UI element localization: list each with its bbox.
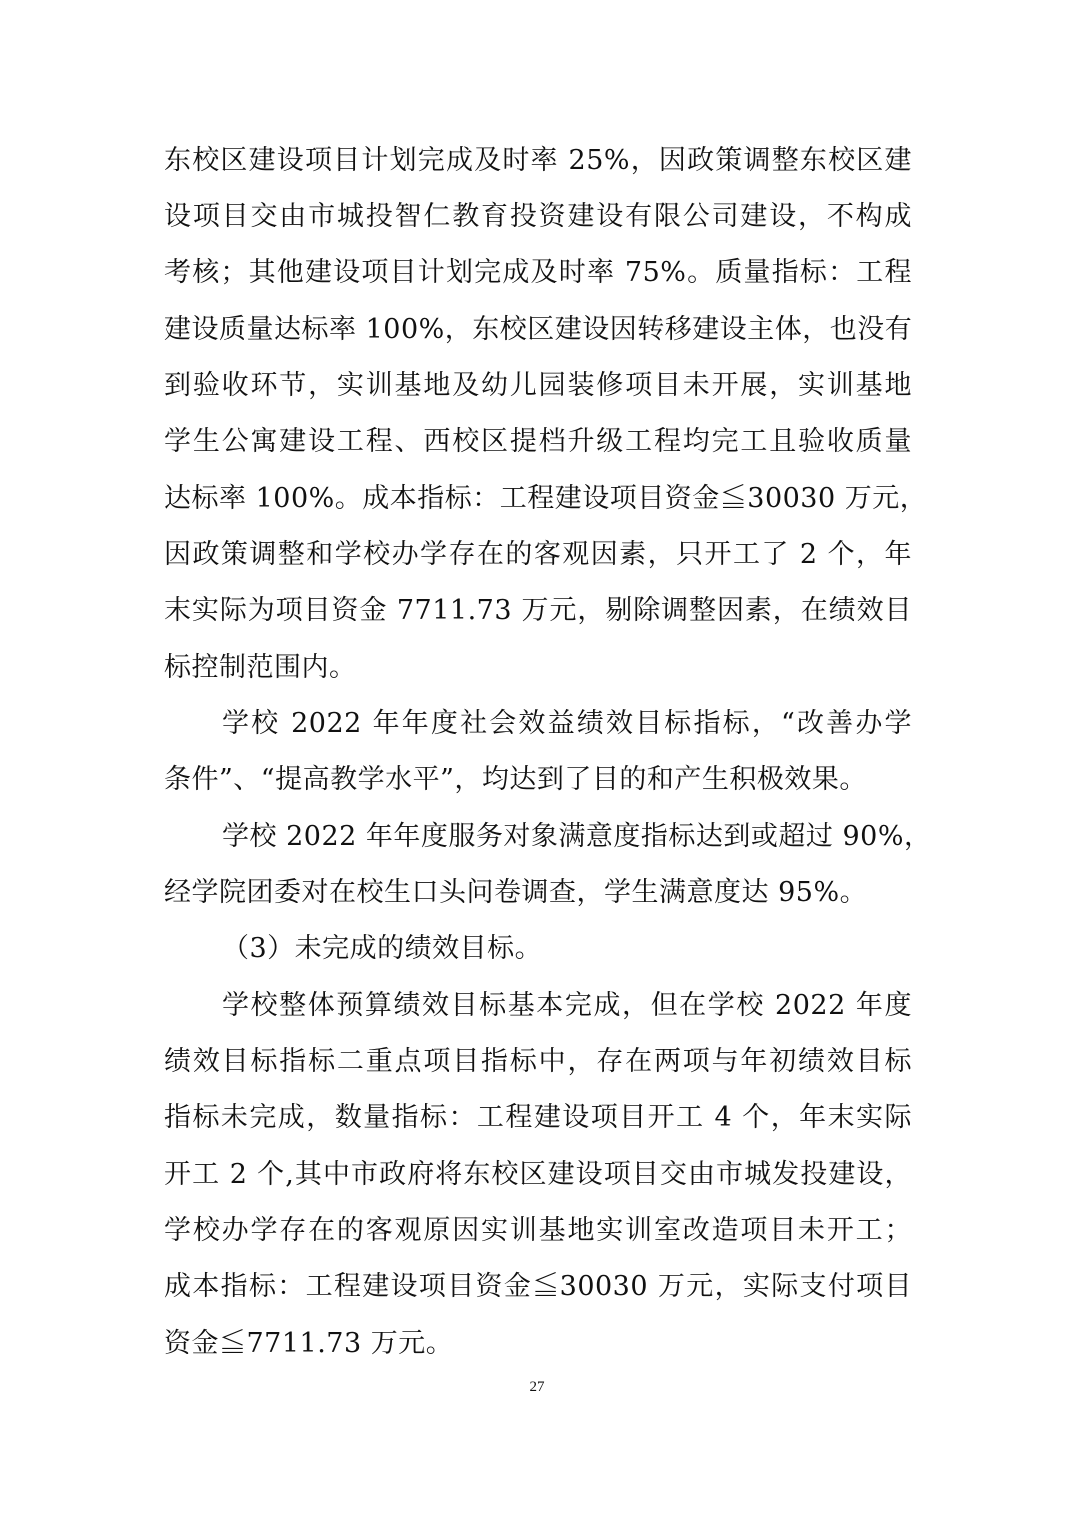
paragraph-start-line: 学校 2022 年年度服务对象满意度指标达到或超过 90%， [222, 821, 932, 852]
text-line: 设项目交由市城投智仁教育投资建设有限公司建设，不构成 [164, 201, 912, 232]
text-line: 到验收环节，实训基地及幼儿园装修项目未开展，实训基地 [164, 370, 912, 401]
text-line: 条件”、“提高教学水平”，均达到了目的和产生积极效果。 [164, 764, 867, 795]
text-line: 达标率 100%。成本指标：工程建设项目资金≦30030 万元， [164, 483, 928, 514]
text-line: 学校办学存在的客观原因实训基地实训室改造项目未开工； [164, 1215, 912, 1246]
text-line: 建设质量达标率 100%，东校区建设因转移建设主体，也没有 [164, 314, 913, 345]
text-line: 因政策调整和学校办学存在的客观因素，只开工了 2 个，年 [164, 539, 912, 570]
paragraph-start-line: 学校 2022 年年度社会效益绩效目标指标，“改善办学 [222, 708, 912, 739]
text-line: 资金≦7711.73 万元。 [164, 1328, 454, 1359]
section-heading: （3）未完成的绩效目标。 [222, 933, 543, 964]
text-line: 学生公寓建设工程、西校区提档升级工程均完工且验收质量 [164, 426, 912, 457]
text-line: 绩效目标指标二重点项目指标中，存在两项与年初绩效目标 [164, 1046, 912, 1077]
paragraph-start-line: 学校整体预算绩效目标基本完成，但在学校 2022 年度 [222, 990, 912, 1021]
text-line: 标控制范围内。 [164, 652, 357, 683]
text-line: 成本指标：工程建设项目资金≦30030 万元，实际支付项目 [164, 1271, 912, 1302]
page-number: 27 [529, 1379, 545, 1395]
text-line: 末实际为项目资金 7711.73 万元，剔除调整因素，在绩效目 [164, 595, 912, 626]
text-line: 指标未完成，数量指标：工程建设项目开工 4 个，年末实际 [164, 1102, 912, 1133]
text-line: 东校区建设项目计划完成及时率 25%，因政策调整东校区建 [164, 145, 912, 176]
text-line: 经学院团委对在校生口头问卷调查，学生满意度达 95%。 [164, 877, 868, 908]
text-line: 考核；其他建设项目计划完成及时率 75%。质量指标：工程 [164, 257, 912, 288]
text-line: 开工 2 个,其中市政府将东校区建设项目交由市城发投建设， [164, 1159, 912, 1190]
